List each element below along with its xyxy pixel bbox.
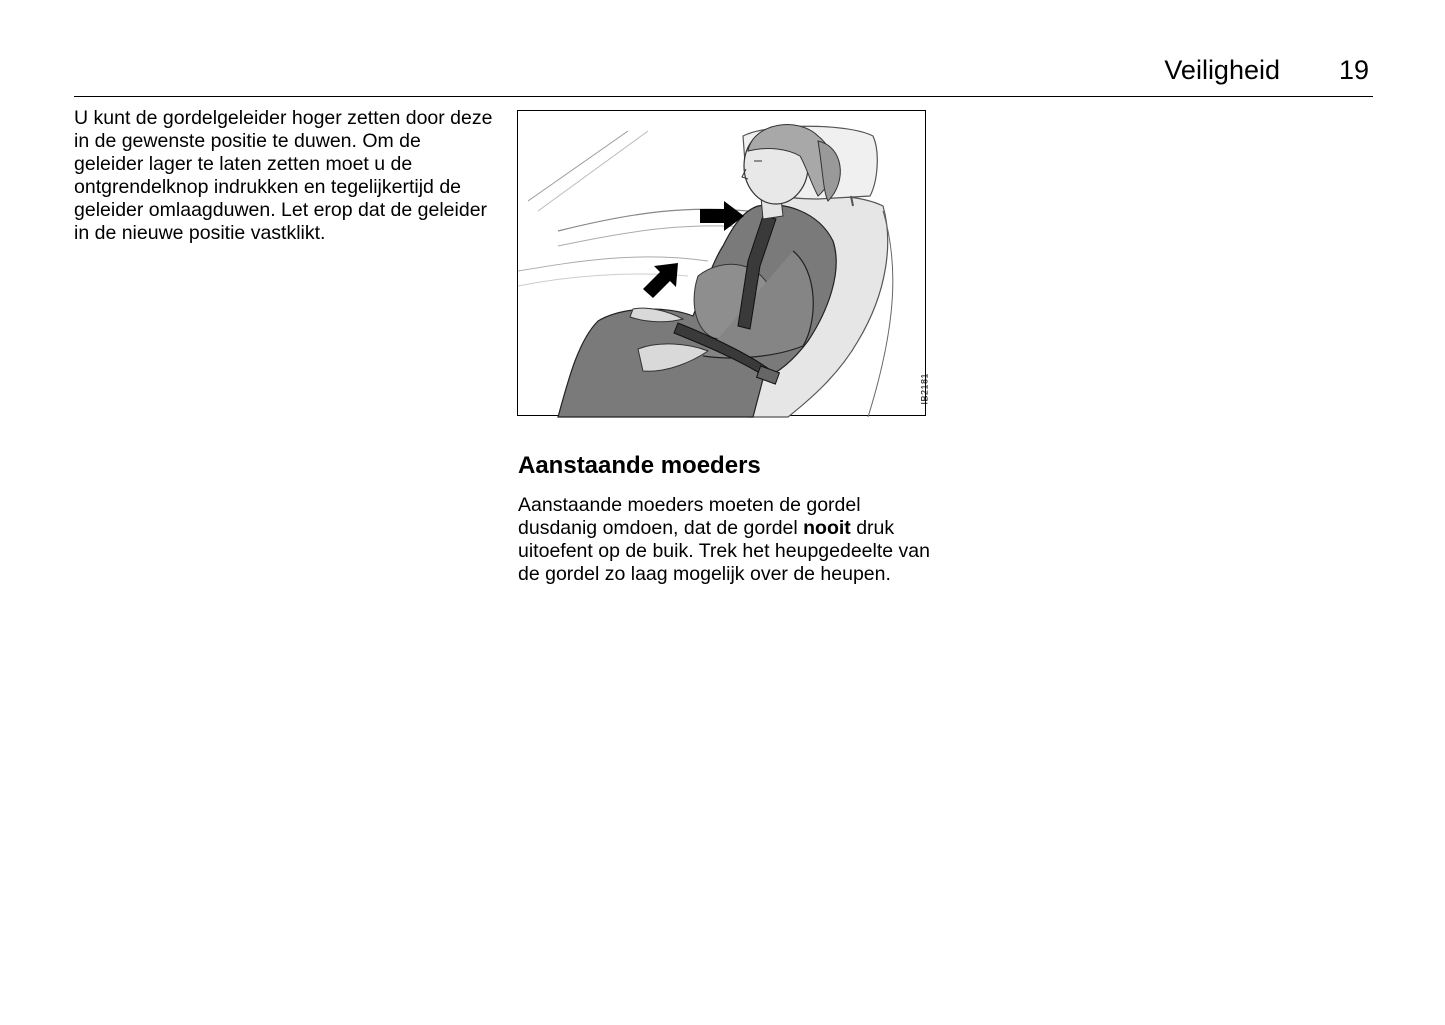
chapter-title: Veiligheid (1164, 55, 1280, 85)
section-text-start: Aanstaande moeders moeten de gordel dusdanig omdoen, dat de gordel (518, 494, 861, 539)
section-text-end: druk uitoefent op de buik. Trek het heupgedeelte van de gordel zo laag mogelijk over de heupen. (518, 517, 930, 585)
page-header (74, 52, 1373, 97)
seatbelt-illustration (517, 110, 930, 416)
figure-code: IB2181 (920, 373, 930, 405)
section-heading: Aanstaande moeders (518, 452, 761, 479)
section-text-emphasis: nooit (803, 517, 851, 539)
pregnant-woman-seatbelt-icon (518, 111, 927, 417)
left-paragraph: U kunt de gordelgeleider hoger zetten door deze in de gewenste positie te duwen. Om de geleider lager te laten zetten moet u de ontgrendelknop indrukken en tegelijkertijd de geleider omlaagduwen. Let erop dat de geleider in de nieuwe positie vastklikt. (74, 107, 493, 244)
section-paragraph (518, 494, 938, 586)
page-number: 19 (1338, 55, 1369, 85)
